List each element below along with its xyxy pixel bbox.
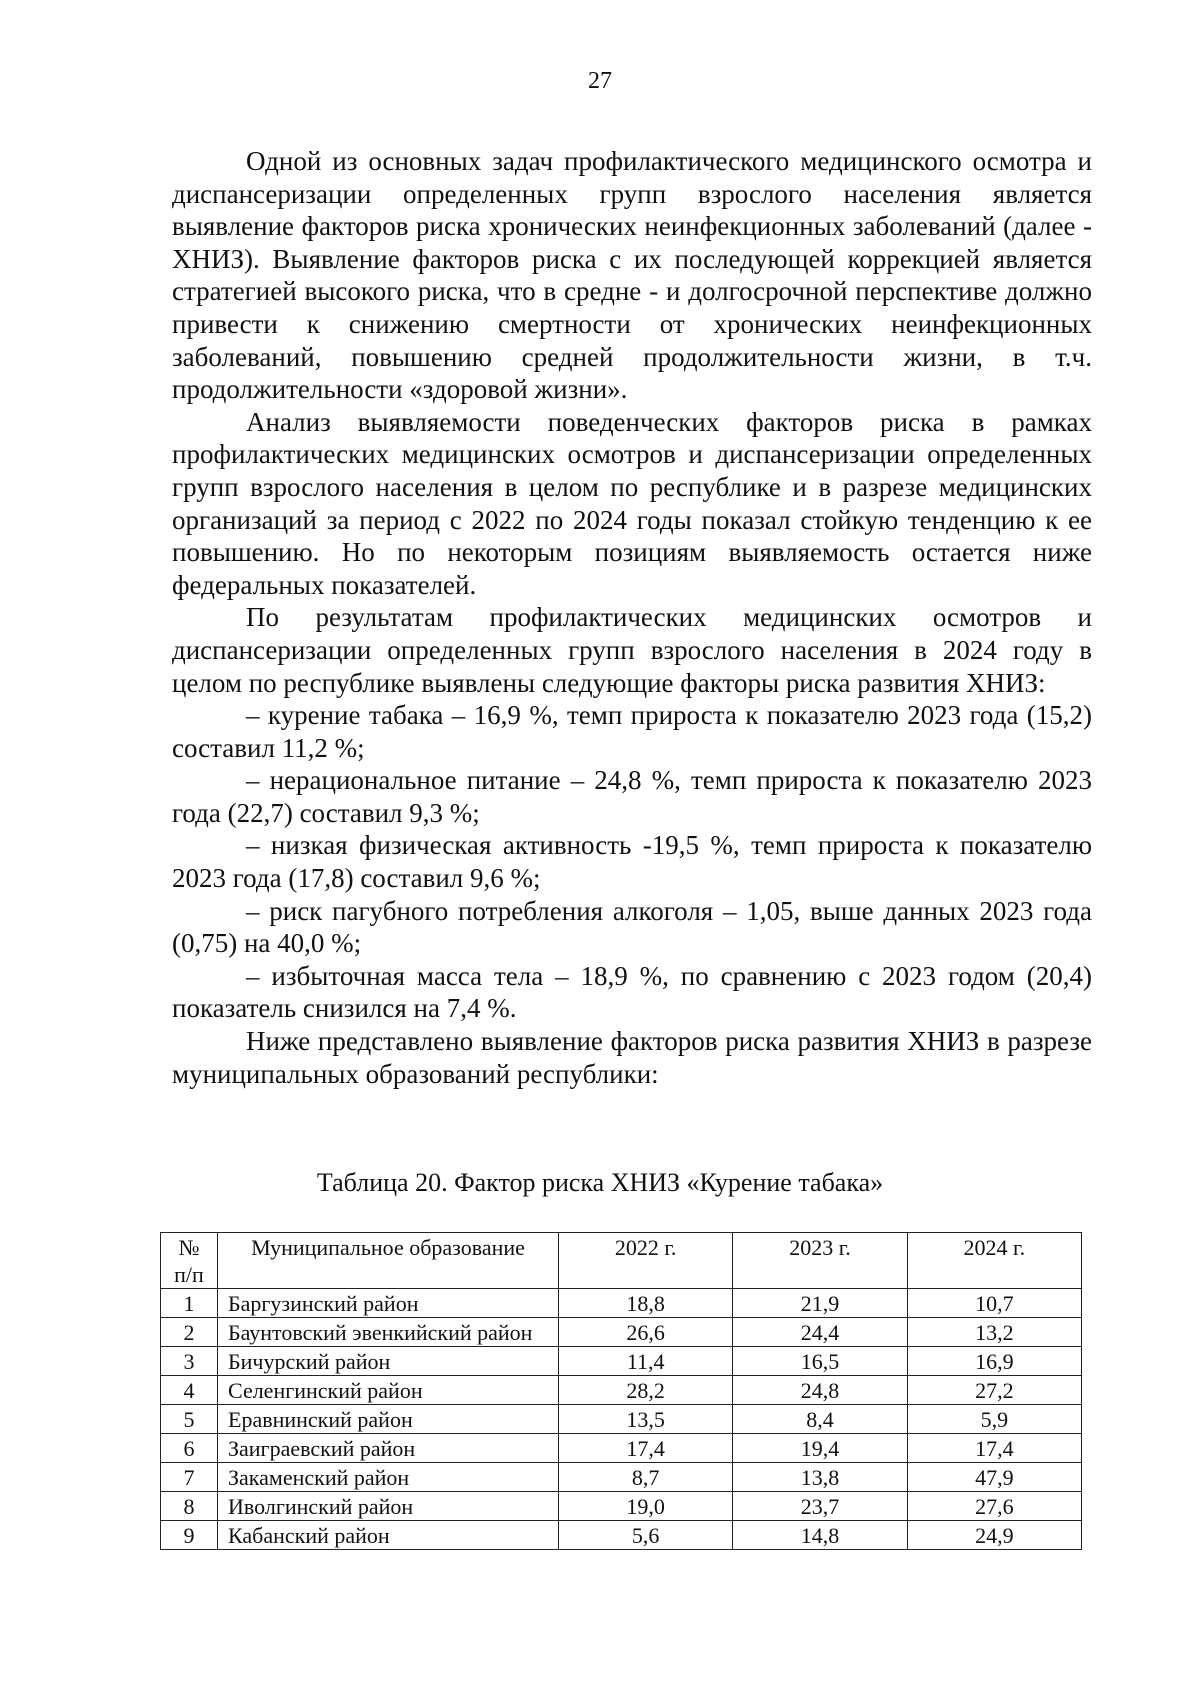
table-row [161,1463,1082,1492]
cell-2022: 8,7 [559,1463,733,1492]
cell-2023: 19,4 [733,1434,907,1463]
header-2023: 2023 г. [733,1233,907,1289]
cell-2023: 8,4 [733,1405,907,1434]
list-item-alcohol: – риск пагубного потребления алкоголя – 1,05, выше данных 2023 года (0,75) на 40,0 %; [172,895,1092,959]
cell-municipality: Кабанский район [218,1521,559,1550]
cell-2022: 17,4 [559,1434,733,1463]
cell-2022: 28,2 [559,1376,733,1405]
cell-2023: 23,7 [733,1492,907,1521]
table-row [161,1521,1082,1550]
header-municipality: Муниципальное образование [218,1233,559,1289]
cell-2023: 13,8 [733,1463,907,1492]
header-2022: 2022 г. [559,1233,733,1289]
table-body [161,1289,1082,1550]
cell-municipality: Заиграевский район [218,1434,559,1463]
cell-municipality: Баргузинский район [218,1289,559,1318]
cell-2023: 24,4 [733,1318,907,1347]
table-row [161,1376,1082,1405]
cell-2024: 27,6 [907,1492,1081,1521]
cell-2024: 17,4 [907,1434,1081,1463]
table-row [161,1492,1082,1521]
page-number: 27 [588,68,612,94]
cell-municipality: Иволгинский район [218,1492,559,1521]
cell-2022: 18,8 [559,1289,733,1318]
table-caption: Таблица 20. Фактор риска ХНИЗ «Курение табака» [316,1168,884,1197]
cell-2024: 47,9 [907,1463,1081,1492]
cell-num: 1 [161,1289,218,1318]
cell-municipality: Бичурский район [218,1347,559,1376]
cell-2024: 16,9 [907,1347,1081,1376]
cell-num: 2 [161,1318,218,1347]
cell-2023: 16,5 [733,1347,907,1376]
cell-2024: 13,2 [907,1318,1081,1347]
cell-2023: 21,9 [733,1289,907,1318]
header-2024: 2024 г. [907,1233,1081,1289]
cell-num: 7 [161,1463,218,1492]
body-text [172,145,1092,1090]
cell-municipality: Закаменский район [218,1463,559,1492]
cell-2023: 24,8 [733,1376,907,1405]
cell-num: 6 [161,1434,218,1463]
smoking-risk-table [160,1232,1082,1550]
cell-2022: 11,4 [559,1347,733,1376]
cell-num: 3 [161,1347,218,1376]
table-row [161,1289,1082,1318]
cell-2024: 10,7 [907,1289,1081,1318]
cell-num: 9 [161,1521,218,1550]
cell-2022: 5,6 [559,1521,733,1550]
paragraph-analysis: Анализ выявляемости поведенческих факторов риска в рамках профилактических медицинских осмотров и диспансеризации определенных групп взрослого населения в целом по республике и в разрезе медицинских организаций за период с 2022 по 2024 годы показал стойкую тенденцию к ее повышению. Но по некоторым позициям выявляемость остается ниже федеральных показателей. [172,406,1092,600]
list-item-activity: – низкая физическая активность -19,5 %, темп прироста к показателю 2023 года (17,8) составил 9,6 %; [172,830,1092,894]
paragraph-results: По результатам профилактических медицинских осмотров и диспансеризации определенных групп взрослого населения в 2024 году в целом по республике выявлены следующие факторы риска развития ХНИЗ: [172,602,1092,698]
cell-2022: 19,0 [559,1492,733,1521]
header-num: № п/п [161,1233,218,1289]
cell-2024: 27,2 [907,1376,1081,1405]
cell-2023: 14,8 [733,1521,907,1550]
table-row [161,1434,1082,1463]
cell-num: 5 [161,1405,218,1434]
paragraph-table-intro: Ниже представлено выявление факторов риска развития ХНИЗ в разрезе муниципальных образований республики: [172,1026,1092,1089]
cell-2024: 24,9 [907,1521,1081,1550]
cell-municipality: Баунтовский эвенкийский район [218,1318,559,1347]
cell-2022: 13,5 [559,1405,733,1434]
list-item-smoking: – курение табака – 16,9 %, темп прироста к показателю 2023 года (15,2) составил 11,2 %; [172,700,1092,763]
list-item-weight: – избыточная масса тела – 18,9 %, по сравнению с 2023 годом (20,4) показатель снизился на 7,4 %. [172,960,1092,1024]
cell-2022: 26,6 [559,1318,733,1347]
cell-num: 8 [161,1492,218,1521]
cell-municipality: Селенгинский район [218,1376,559,1405]
table-row [161,1347,1082,1376]
paragraph-intro: Одной из основных задач профилактического медицинского осмотра и диспансеризации определенных групп взрослого населения является выявление факторов риска хронических неинфекционных заболеваний (далее - ХНИЗ). Выявление факторов риска с их последующей коррекцией является стратегией высокого риска, что в средне - и долгосрочной перспективе должно привести к снижению смертности от хронических неинфекционных заболеваний, повышению средней продолжительности жизни, в т.ч. продолжительности «здоровой жизни». [172,146,1092,405]
cell-municipality: Еравнинский район [218,1405,559,1434]
table-header-row [161,1233,1082,1289]
list-item-nutrition: – нерациональное питание – 24,8 %, темп прироста к показателю 2023 года (22,7) составил 9,3 %; [172,765,1092,828]
table-row [161,1405,1082,1434]
cell-2024: 5,9 [907,1405,1081,1434]
cell-num: 4 [161,1376,218,1405]
table-row [161,1318,1082,1347]
